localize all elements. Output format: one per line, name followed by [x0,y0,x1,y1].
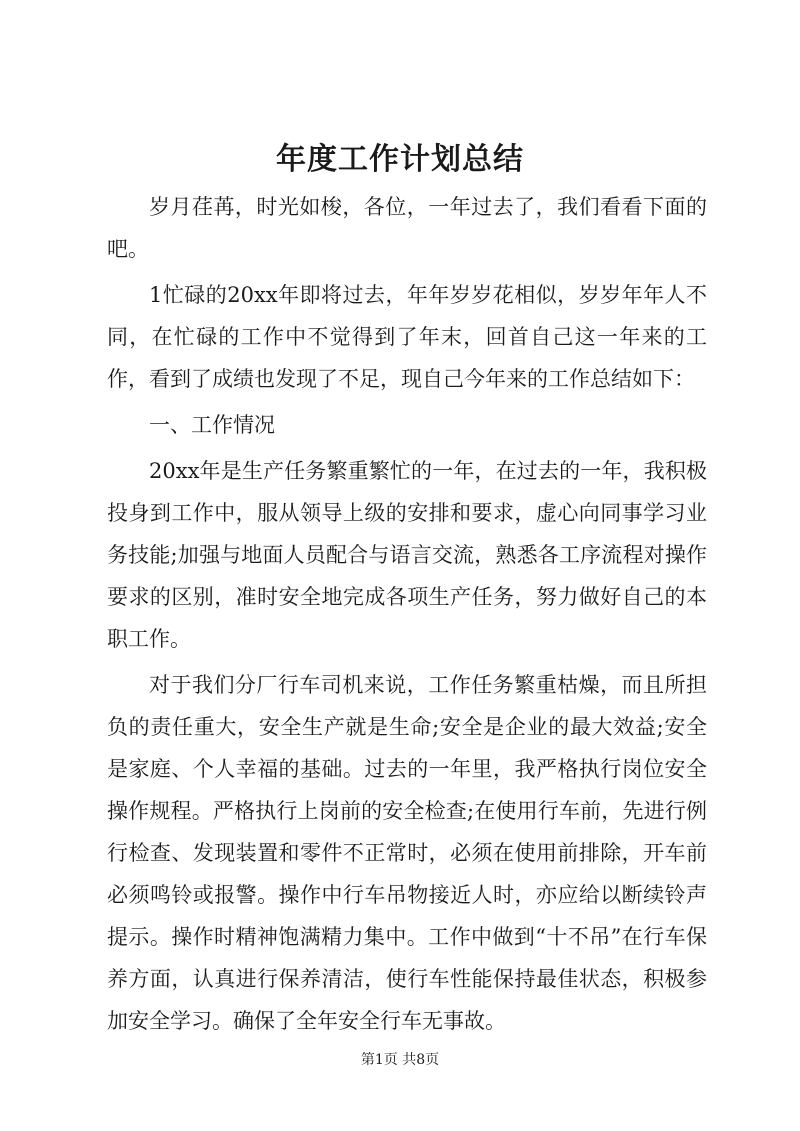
document-body [107,186,707,1042]
page-footer: 第1页 共8页 [360,1052,440,1068]
paragraph-summary: 1忙碌的20xx年即将过去，年年岁岁花相似，岁岁年年人不同，在忙碌的工作中不觉得到了年末，回首自己这一年来的工作，看到了成绩也发现了不足，现自己今年来的工作总结如下： [107,283,707,391]
section-heading-work-situation: 一、工作情况 [149,413,275,437]
paragraph-intro: 岁月荏苒，时光如梭，各位，一年过去了，我们看看下面的吧。 [107,195,707,261]
document-title: 年度工作计划总结 [276,142,524,177]
paragraph-production: 20xx年是生产任务繁重繁忙的一年，在过去的一年，我积极投身到工作中，服从领导上级的安排和要求，虚心向同事学习业务技能;加强与地面人员配合与语言交流，熟悉各工序流程对操作要求的区别，准时安全地完成各项生产任务，努力做好自己的本职工作。 [107,459,707,651]
paragraph-safety: 对于我们分厂行车司机来说，工作任务繁重枯燥，而且所担负的责任重大，安全生产就是生命;安全是企业的最大效益;安全是家庭、个人幸福的基础。过去的一年里，我严格执行岗位安全操作规程。严格执行上岗前的安全检查;在使用行车前，先进行例行检查、发现装置和零件不正常时，必须在使用前排除，开车前必须鸣铃或报警。操作中行车吊物接近人时，亦应给以断续铃声提示。操作时精神饱满精力集中。工作中做到“十不吊”在行车保养方面，认真进行保养清洁，使行车性能保持最佳状态，积极参加安全学习。确保了全年安全行车无事故。 [107,673,707,1033]
